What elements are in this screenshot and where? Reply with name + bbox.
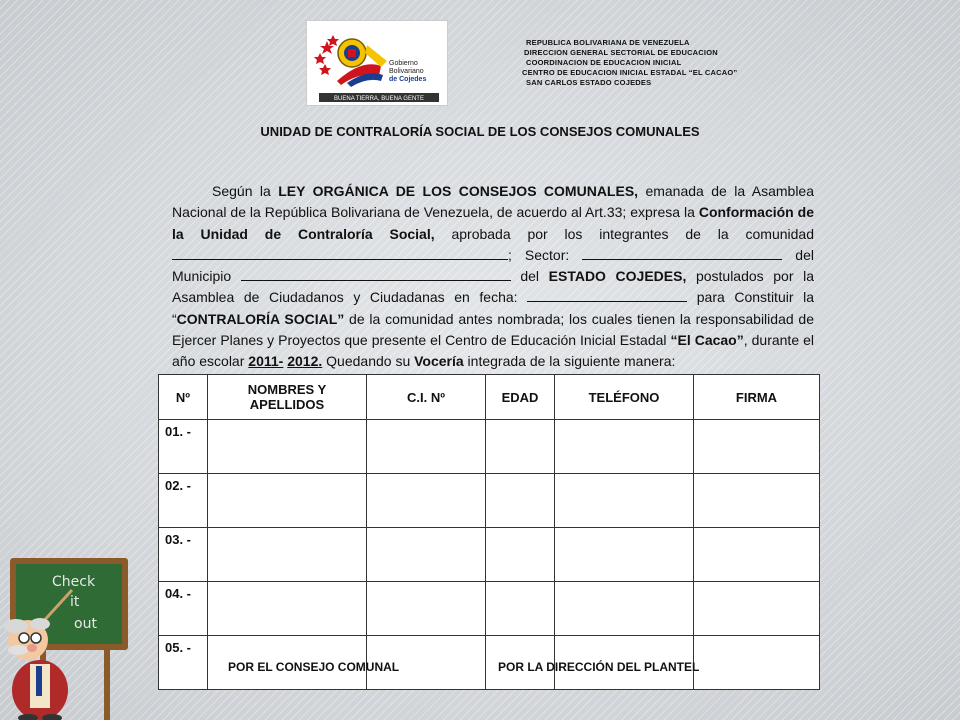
header-line: DIRECCION GENERAL SECTORIAL DE EDUCACION [524, 48, 718, 57]
row-number: 04. - [159, 582, 208, 636]
header-line: CENTRO DE EDUCACION INICIAL ESTADAL “EL CACAO” [522, 68, 738, 77]
cell-telefono[interactable] [555, 582, 694, 636]
header-line: REPUBLICA BOLIVARIANA DE VENEZUELA [526, 38, 690, 47]
cell-nombres[interactable] [208, 582, 367, 636]
header-firma: FIRMA [694, 375, 820, 420]
star-icons [314, 35, 339, 75]
community-blank-field[interactable] [172, 245, 508, 260]
table-row [159, 474, 820, 528]
svg-text:Bolivariano: Bolivariano [389, 68, 424, 75]
cell-firma[interactable] [694, 636, 820, 690]
cell-edad[interactable] [486, 420, 555, 474]
sector-blank-field[interactable] [582, 245, 782, 260]
cell-telefono[interactable] [555, 528, 694, 582]
table-row [159, 582, 820, 636]
header-ci: C.I. Nº [367, 375, 486, 420]
cell-firma[interactable] [694, 528, 820, 582]
cell-ci[interactable] [367, 474, 486, 528]
svg-text:Check: Check [52, 574, 96, 590]
header-line: COORDINACION DE EDUCACION INICIAL [526, 58, 682, 67]
cell-firma[interactable] [694, 420, 820, 474]
cojedes-government-logo [306, 20, 448, 106]
svg-text:de Cojedes: de Cojedes [389, 76, 427, 83]
cell-nombres[interactable] [208, 420, 367, 474]
table-row [159, 420, 820, 474]
table-header-row [159, 375, 820, 420]
cell-firma[interactable] [694, 582, 820, 636]
cell-nombres[interactable] [208, 528, 367, 582]
cell-ci[interactable] [367, 582, 486, 636]
header-line: SAN CARLOS ESTADO COJEDES [526, 78, 652, 87]
voceria-table [158, 374, 820, 690]
header-telefono: TELÉFONO [555, 375, 694, 420]
svg-text:BUENA TIERRA, BUENA GENTE: BUENA TIERRA, BUENA GENTE [334, 96, 424, 102]
cell-telefono[interactable] [555, 474, 694, 528]
svg-text:it: it [70, 594, 80, 610]
header-nombres: NOMBRES Y APELLIDOS [208, 375, 367, 420]
body-paragraph: Según la LEY ORGÁNICA DE LOS CONSEJOS COMUNALES, emanada de la Asamblea Nacional de la República Bolivariana de Venezuela, de acuerdo al Art.33; expresa la Conformación de la Unidad de Contraloría Social, aprobada por los integrantes de la comunidad ; Sector: del Municipio del ESTADO COJEDES, postulados por la Asamblea de Ciudadanos y Ciudadanas en fecha: para Constituir la “CONTRALORÍA SOCIAL” de la comunidad antes nombrada; los cuales tienen la responsabilidad de Ejercer Planes y Proyectos que presente el Centro de Educación Inicial Estadal “El Cacao”, durante el año escolar 2011- 2012. Quedando su Vocería integrada de la siguiente manera: [172, 183, 815, 370]
cell-telefono[interactable] [555, 420, 694, 474]
cell-ci[interactable] [367, 420, 486, 474]
cell-edad[interactable] [486, 474, 555, 528]
row-number: 01. - [159, 420, 208, 474]
cell-ci[interactable] [367, 528, 486, 582]
cell-nombres[interactable] [208, 474, 367, 528]
header-numero: Nº [159, 375, 208, 420]
municipio-blank-field[interactable] [241, 266, 511, 281]
cell-firma[interactable] [694, 474, 820, 528]
signature-direccion-plantel: POR LA DIRECCIÓN DEL PLANTEL [498, 660, 700, 674]
institution-header [522, 38, 737, 88]
cell-edad[interactable] [486, 582, 555, 636]
table-row [159, 528, 820, 582]
cell-edad[interactable] [486, 528, 555, 582]
signature-consejo-comunal: POR EL CONSEJO COMUNAL [228, 660, 400, 674]
row-number: 05. - [159, 636, 208, 690]
svg-text:Gobierno: Gobierno [389, 60, 418, 67]
teacher-chalkboard-clipart [0, 556, 130, 720]
row-number: 03. - [159, 528, 208, 582]
header-edad: EDAD [486, 375, 555, 420]
page-title: UNIDAD DE CONTRALORÍA SOCIAL DE LOS CONSEJOS COMUNALES [260, 124, 700, 139]
svg-text:out: out [74, 616, 97, 632]
date-blank-field[interactable] [527, 287, 687, 302]
row-number: 02. - [159, 474, 208, 528]
